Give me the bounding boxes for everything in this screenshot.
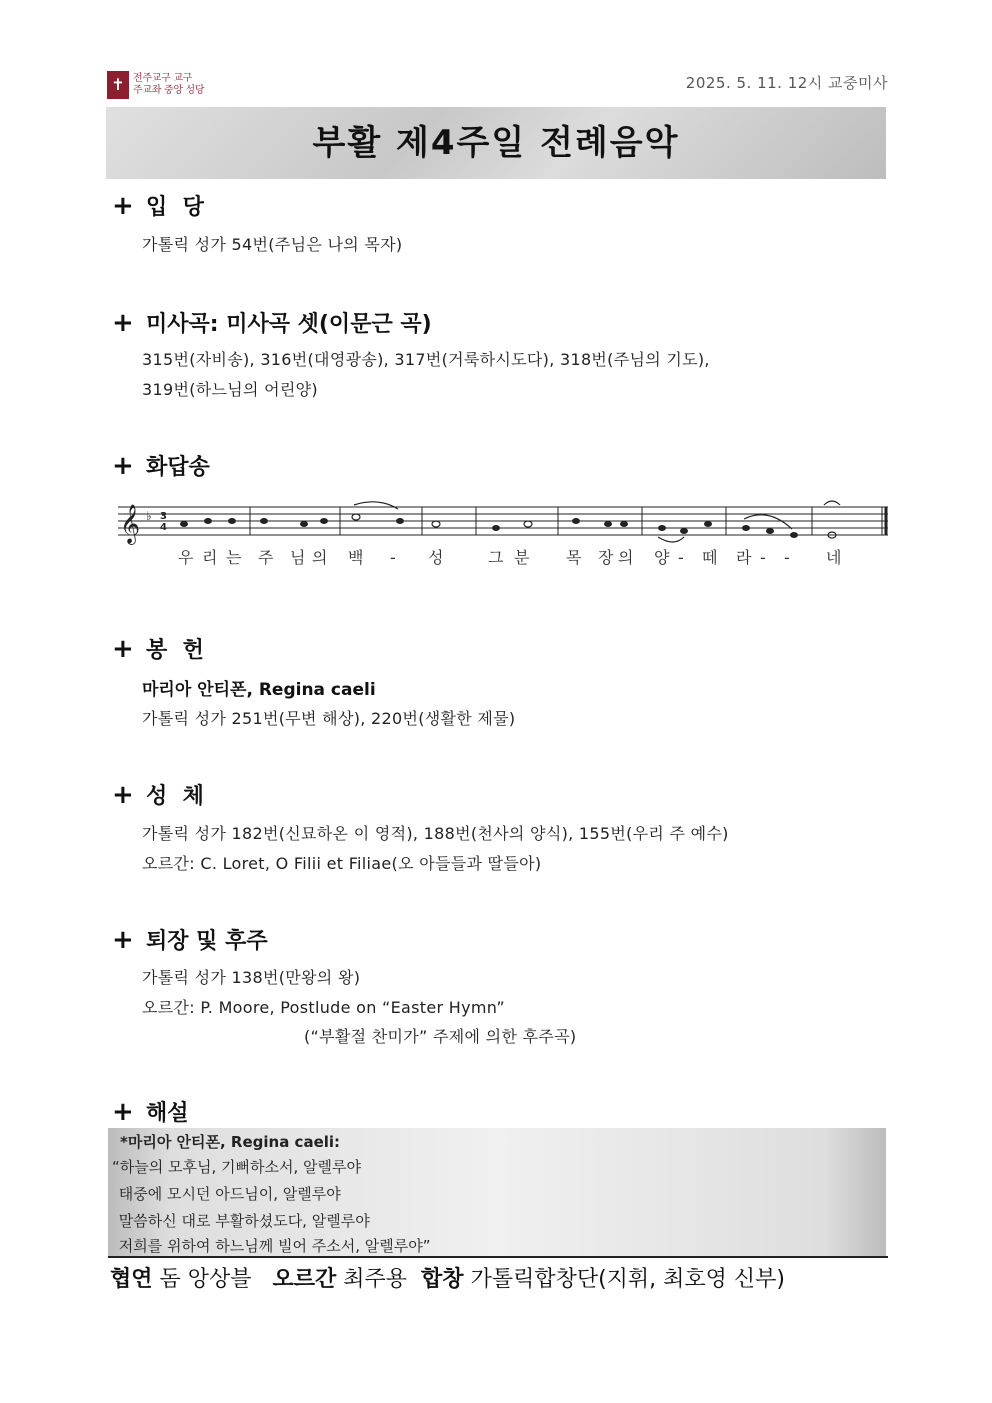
plus-icon: + [112,779,134,810]
lyric-syllable: 그 [488,548,504,567]
logo-text [133,73,204,97]
title-banner [106,107,886,179]
recessional-line-3: (“부활절 찬미가” 주제에 의한 후주곡) [304,1027,577,1046]
svg-text:3: 3 [160,511,167,522]
lyric-syllable: - [390,548,396,567]
plus-icon: + [112,190,134,221]
entrance-line-1: 가톨릭 성가 54번(주님은 나의 목자) [142,235,403,254]
section-mass-heading [112,307,432,338]
credit-label-ensemble: 협연 [110,1267,153,1292]
lyric-syllable: 우 [178,548,194,567]
svg-text:4: 4 [160,522,167,533]
performer-credits [110,1262,785,1293]
plus-icon: + [112,307,134,338]
plus-icon: + [112,450,134,481]
church-logo [107,70,237,100]
credit-value-ensemble: 돔 앙상블 [159,1267,252,1292]
section-entrance-heading [112,190,204,221]
psalm-music-staff [118,497,892,577]
credit-value-choir: 가톨릭합창단(지휘, 최호영 신부) [470,1267,785,1292]
credit-label-organ: 오르간 [272,1267,337,1292]
section-heading-text: 화답송 [146,455,210,480]
section-heading-text: 봉 헌 [146,638,204,663]
lyric-syllable: 떼 [702,548,718,567]
section-commentary-heading [112,1096,189,1127]
logo-line-1: 전주교구 교구 [133,73,193,84]
mass-line-2: 319번(하느님의 어린양) [142,380,318,399]
mass-line-1: 315번(자비송), 316번(대영광송), 317번(거룩하시도다), 318번(주님의 기도), [142,350,710,369]
commentary-line-5: 저희를 위하여 하느님께 빌어 주소서, 알렐루야” [114,1237,431,1255]
svg-text:♭: ♭ [146,509,152,523]
lyric-syllable: 양 [654,548,670,567]
lyric-syllable: 주 [258,548,274,567]
lyric-syllable: 네 [826,548,842,567]
lyric-syllable: 의 [312,548,328,567]
section-offertory-heading [112,633,204,664]
section-heading-text: 입 당 [146,195,204,220]
lyric-syllable: 님 [290,548,306,567]
cross-icon: ✝ [107,71,129,99]
commentary-line-2: “하늘의 모후님, 기뻐하소서, 알렐루야 [112,1158,361,1176]
offertory-subtitle: 마리아 안티폰, Regina caeli [142,680,376,700]
communion-line-2: 오르간: C. Loret, O Filii et Filiae(오 아들들과 딸들아) [142,854,542,873]
mass-date: 2025. 5. 11. 12시 교중미사 [685,74,888,92]
recessional-line-1: 가톨릭 성가 138번(만왕의 왕) [142,968,361,987]
commentary-box [108,1128,886,1256]
section-psalm-heading [112,450,210,481]
page-title: 부활 제4주일 전례음악 [312,123,680,163]
lyric-syllable: 백 [348,548,364,567]
lyric-syllable: 분 [514,548,530,567]
section-heading-text: 미사곡: 미사곡 셋(이문근 곡) [146,312,432,337]
logo-line-2: 주교좌 중앙 성당 [133,85,205,96]
lyric-syllable: 목 [566,548,582,567]
credit-label-choir: 합창 [421,1267,464,1292]
section-recessional-heading [112,924,268,955]
commentary-line-1: *마리아 안티폰, Regina caeli: [120,1133,341,1151]
lyric-syllable: - [760,548,766,567]
divider [108,1256,888,1258]
recessional-line-2: 오르간: P. Moore, Postlude on “Easter Hymn” [142,998,505,1017]
lyric-syllable: 는 [226,548,242,567]
plus-icon: + [112,924,134,955]
lyric-syllable: 장 [598,548,614,567]
lyric-syllable: 의 [618,548,634,567]
section-heading-text: 해설 [146,1101,189,1126]
credit-value-organ: 최주용 [343,1267,408,1292]
lyric-syllable: - [678,548,684,567]
offertory-line-1: 가톨릭 성가 251번(무변 해상), 220번(생활한 제물) [142,709,516,728]
plus-icon: + [112,1096,134,1127]
lyric-syllable: 리 [202,548,218,567]
lyric-syllable: 라 [736,548,752,567]
commentary-line-3: 태중에 모시던 아드님이, 알렐루야 [114,1185,341,1203]
section-heading-text: 성 체 [146,784,204,809]
section-communion-heading [112,779,204,810]
plus-icon: + [112,633,134,664]
svg-text:𝄞: 𝄞 [120,504,141,544]
lyric-syllable: 성 [428,548,444,567]
section-heading-text: 퇴장 및 후주 [146,929,268,954]
lyric-syllable: - [784,548,790,567]
commentary-line-4: 말씀하신 대로 부활하셨도다, 알렐루야 [114,1212,370,1230]
communion-line-1: 가톨릭 성가 182번(신묘하온 이 영적), 188번(천사의 양식), 155번(우리 주 예수) [142,824,729,843]
